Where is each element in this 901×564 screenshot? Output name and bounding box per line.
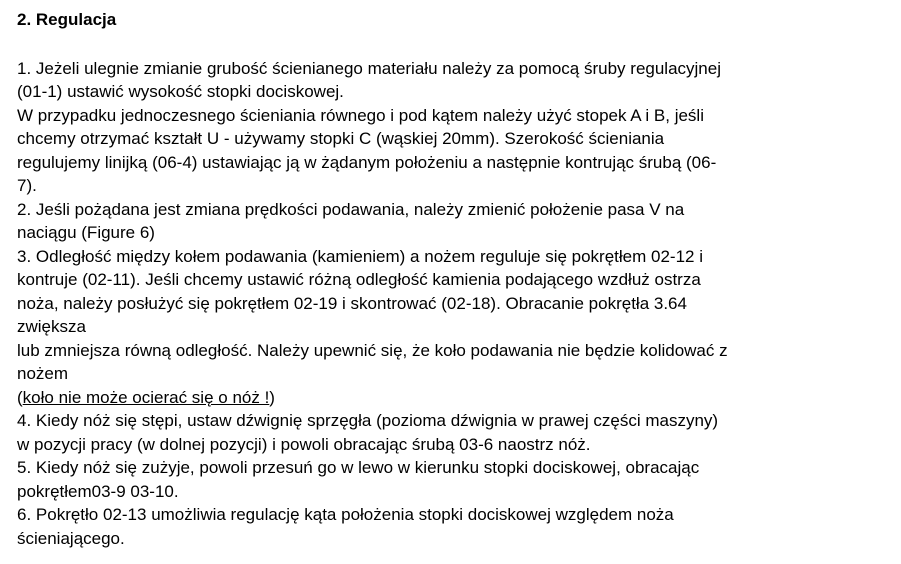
text-line: noża, należy posłużyć się pokrętłem 02-19 i skontrować (02-18). Obracanie pokrętła 3.64 xyxy=(17,293,687,313)
warning-underlined-text: koło nie może ocierać się o nóż ! xyxy=(22,387,270,407)
section-heading: 2. Regulacja xyxy=(17,10,117,29)
text-line: w pozycji pracy (w dolnej pozycji) i powoli obracając śrubą 03-6 naostrz nóż. xyxy=(17,434,591,454)
text-line: kontruje (02-11). Jeśli chcemy ustawić różną odległość kamienia podającego wzdłuż ostrza xyxy=(17,270,701,289)
warning-line xyxy=(17,386,897,410)
text-line: lub zmniejsza równą odległość. Należy upewnić się, że koło podawania nie będzie kolidować z xyxy=(17,340,728,360)
warning-open-paren: ( xyxy=(17,387,23,407)
warning-close-paren: ) xyxy=(269,387,275,407)
text-line: pokrętłem03-9 03-10. xyxy=(17,481,179,501)
text-line: 7). xyxy=(17,176,37,195)
text-line: 5. Kiedy nóż się zużyje, powoli przesuń go w lewo w kierunku stopki dociskowej, obracając xyxy=(17,458,700,477)
text-line: ścieniającego. xyxy=(17,528,125,548)
text-line: (01-1) ustawić wysokość stopki dociskowej. xyxy=(17,82,344,101)
text-line: chcemy otrzymać kształt U - używamy stopki C (wąskiej 20mm). Szerokość ścieniania xyxy=(17,129,665,148)
text-line: nożem xyxy=(17,364,69,383)
blank-line xyxy=(17,33,897,57)
text-line: 4. Kiedy nóż się stępi, ustaw dźwignię sprzęgła (pozioma dźwignia w prawej części maszyny) xyxy=(17,411,719,430)
text-line: zwiększa xyxy=(17,317,86,336)
text-line: 6. Pokrętło 02-13 umożliwia regulację kąta położenia stopki dociskowej względem noża xyxy=(17,505,674,524)
text-line: 1. Jeżeli ulegnie zmianie grubość ścienianego materiału należy za pomocą śruby regulacyjnej xyxy=(17,58,721,78)
text-line: W przypadku jednoczesnego ścieniania równego i pod kątem należy użyć stopek A i B, jeśli xyxy=(17,105,704,125)
text-line: naciągu (Figure 6) xyxy=(17,223,155,242)
document-body xyxy=(17,7,897,550)
text-line: 2. Jeśli pożądana jest zmiana prędkości podawania, należy zmienić położenie pasa V na xyxy=(17,199,685,219)
text-line: 3. Odległość między kołem podawania (kamieniem) a nożem reguluje się pokrętłem 02-12 i xyxy=(17,246,703,266)
text-line: regulujemy linijką (06-4) ustawiając ją w żądanym położeniu a następnie kontrując śrubą (06- xyxy=(17,152,717,172)
